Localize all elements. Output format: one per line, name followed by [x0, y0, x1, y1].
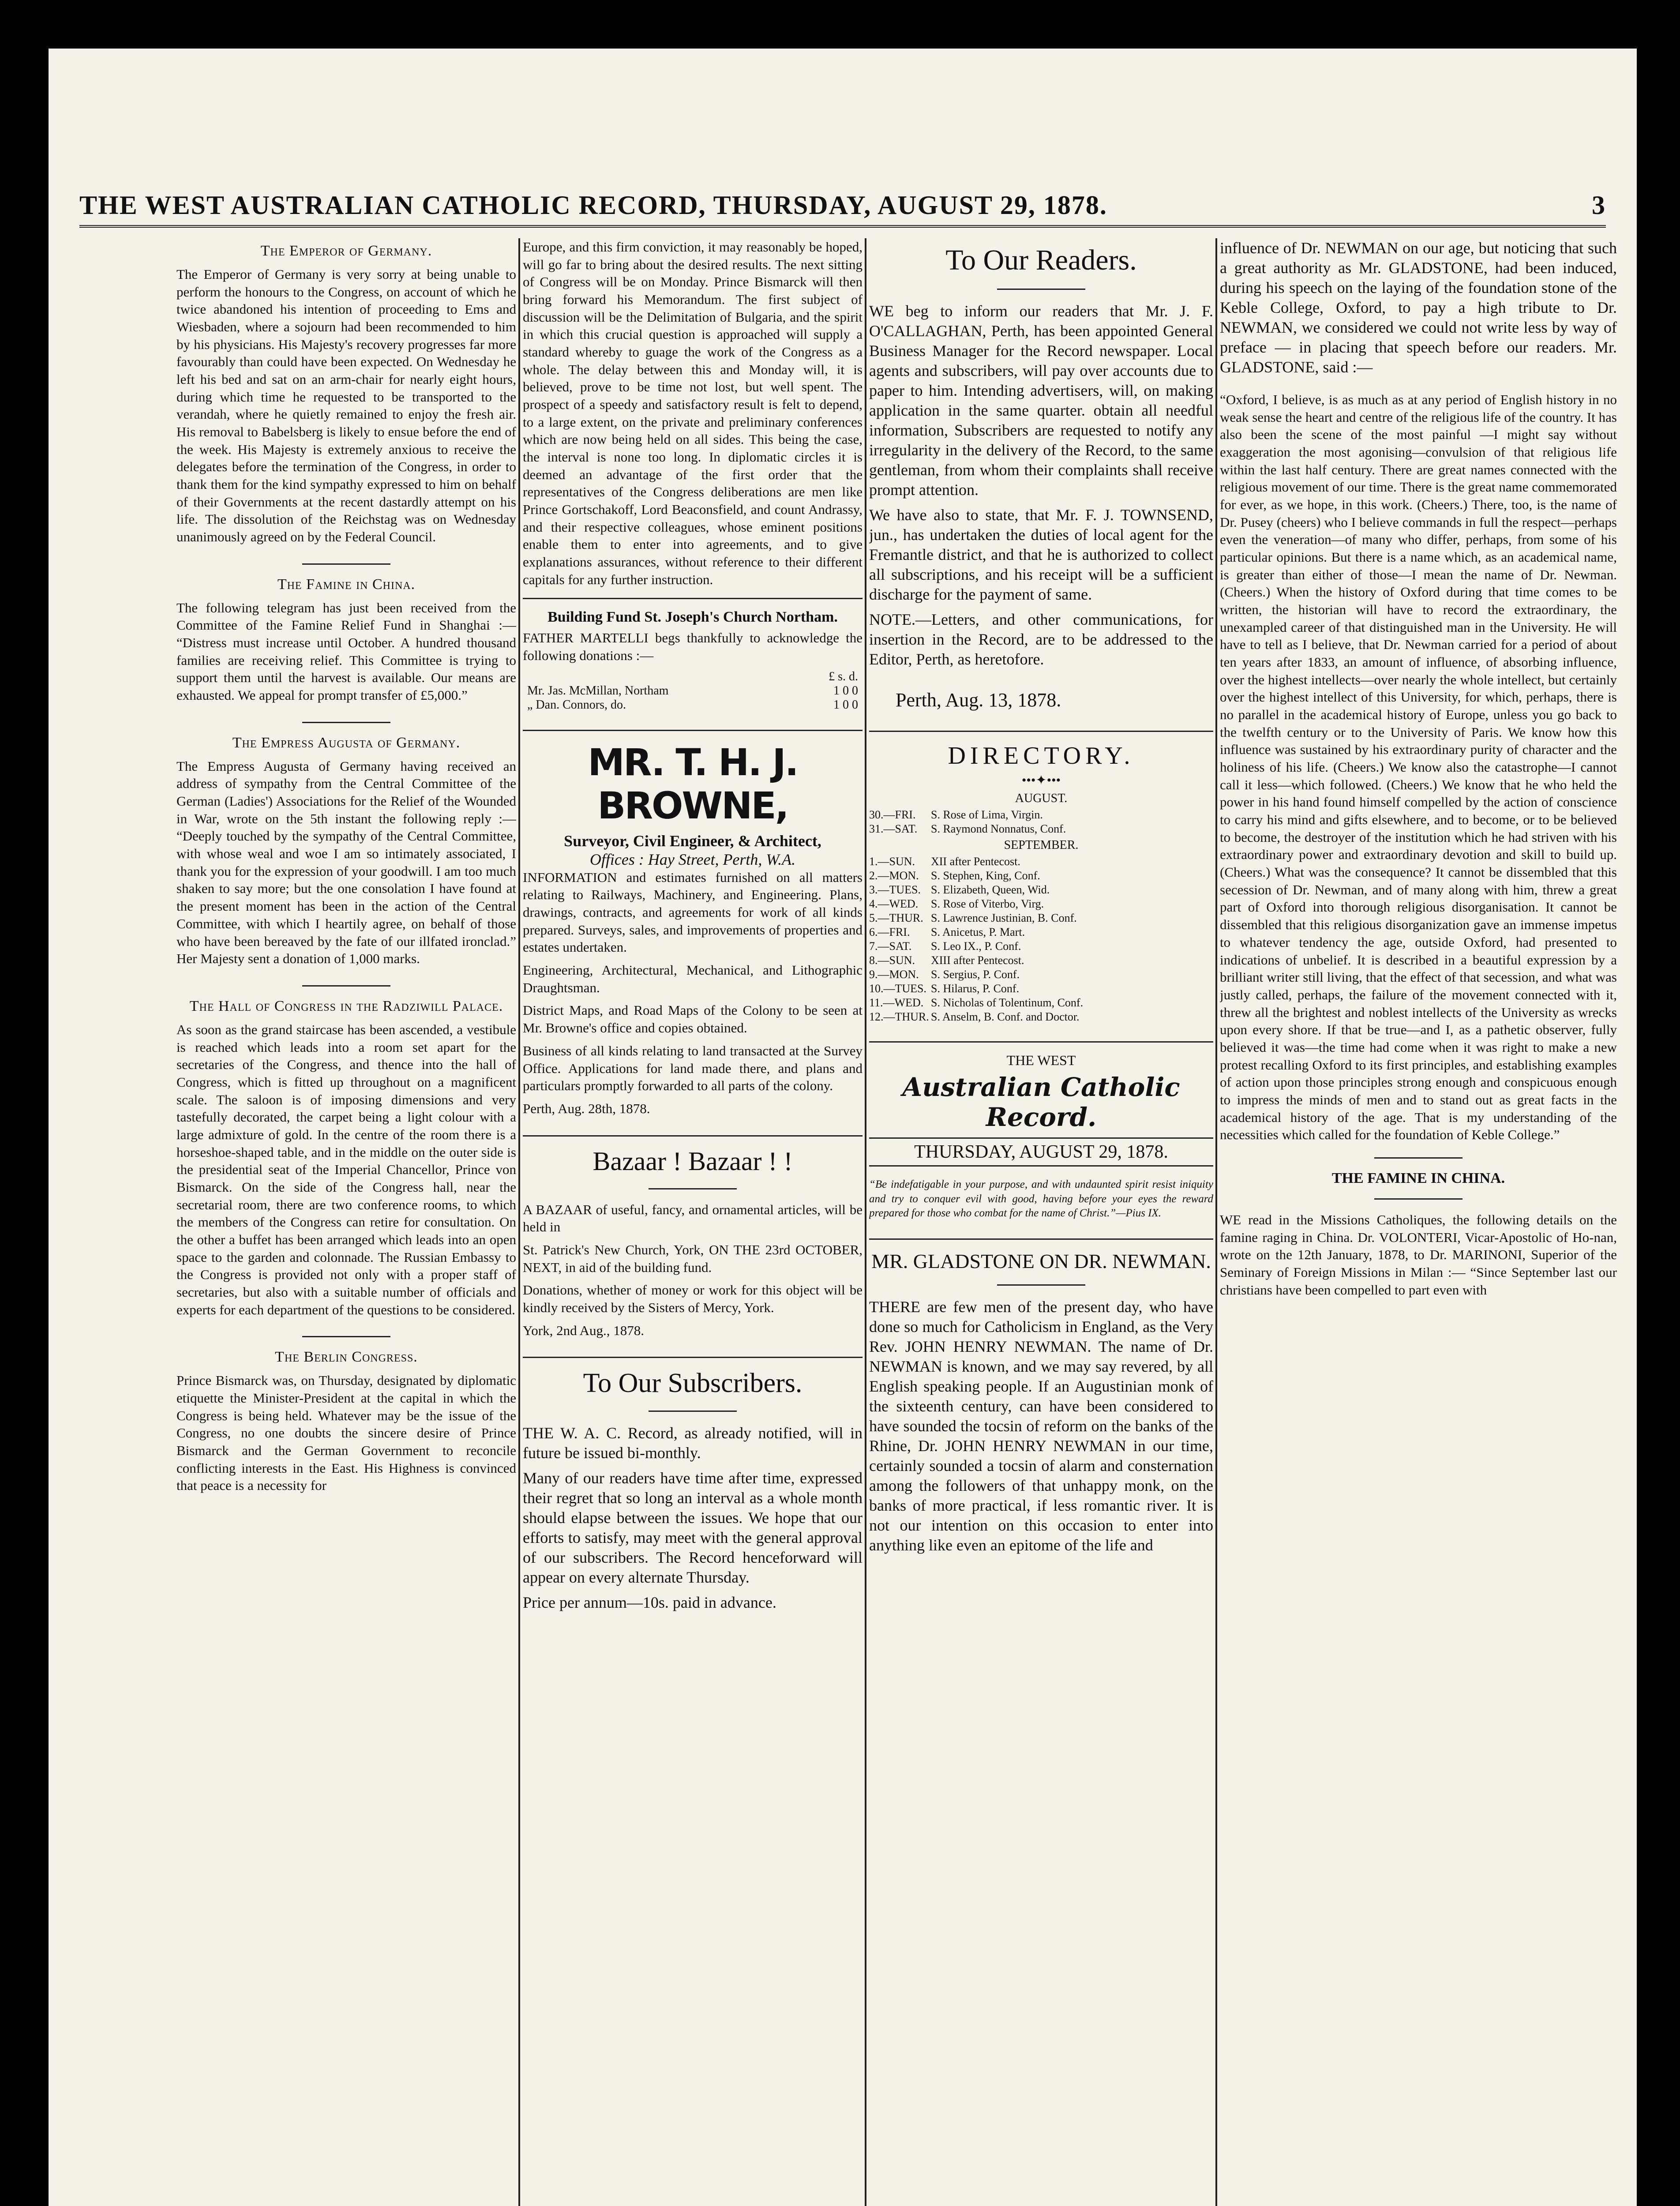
directory: [869, 742, 1213, 1024]
article-body: The following telegram has just been received from the Committee of the Famine Relief Fund in Shanghai :— “Distress must increase until October. A hundred thousand families are receiving relief. This Committee is trying to support them until the harvest is available. Our means are exhausted. We appeal for prompt transfer of £5,000.”: [176, 600, 516, 703]
directory-row: 7.—SAT. S. Leo IX., P. Conf.: [869, 940, 1021, 953]
ad-body: Donations, whether of money or work for this object will be kindly received by the Sisters of Mercy, York.: [523, 1282, 862, 1315]
article-title: The Hall of Congress in the Radziwill Palace.: [189, 998, 503, 1014]
ad-body: A BAZAAR of useful, fancy, and ornamental articles, will be held in: [523, 1201, 862, 1235]
article-title: The Famine in China.: [277, 576, 416, 593]
article-augusta: [176, 735, 516, 968]
ad-body: St. Patrick's New Church, York, ON THE 23rd OCTOBER, NEXT, in aid of the building fund.: [523, 1242, 862, 1275]
ad-building-fund: [523, 609, 862, 712]
separator: [869, 1041, 1213, 1043]
directory-row: 9.—MON. S. Sergius, P. Conf.: [869, 968, 1020, 981]
article-body: THERE are few men of the present day, who have done so much for Catholicism in England, as the Very Rev. JOHN HENRY NEWMAN. The name of Dr. NEWMAN is known, and we may say revered, by all English speaking people. If an Augustinian monk of the sixteenth century, can have been considered to have sounded the tocsin of reform on the banks of the Rhine, Dr. JOHN HENRY NEWMAN in our time, certainly sounded a tocsin of alarm and consternation among the followers of that unhappy monk, on the banks of more practical, if less romantic river. It is not our intention on this occasion to enter into anything like even an epitome of the life and: [869, 1298, 1213, 1554]
article-title: The Berlin Congress.: [275, 1349, 418, 1366]
ad-title: MR. T. H. J. BROWNE,: [588, 740, 798, 827]
directory-row: 11.—WED. S. Nicholas of Tolentinum, Conf.: [869, 996, 1084, 1009]
separator: [302, 722, 390, 723]
article-famine-china: [1220, 1170, 1617, 1298]
article-berlin: [176, 1349, 516, 1494]
nameplate-date: THURSDAY, AUGUST 29, 1878.: [869, 1137, 1213, 1167]
separator: [649, 1188, 737, 1189]
directory-row: 2.—MON. S. Stephen, King, Conf.: [869, 869, 1040, 882]
separator: [997, 289, 1085, 290]
directory-row: 8.—SUN. XIII after Pentecost.: [869, 954, 1024, 967]
month-label: AUGUST.: [1015, 792, 1068, 805]
article-emperor: [176, 243, 516, 546]
article-title: The Emperor of Germany.: [260, 243, 432, 259]
column-1: [176, 238, 516, 1512]
article-body: Prince Bismarck was, on Thursday, designated by diplomatic etiquette the Minister-President at the capital in which the Congress is being held. Whatever may be the issue of the Congress, no one doubts the sincere desire of Prince Bismarck and the German Government to reconcile conflicting interests in the East. His Highness is convinced that peace is a necessity for: [176, 1373, 516, 1493]
ad-date: Perth, Aug. 28th, 1878.: [523, 1100, 650, 1116]
nameplate-small: THE WEST: [1006, 1052, 1076, 1068]
column-rule: [865, 238, 866, 2206]
directory-row: 10.—TUES. S. Hilarus, P. Conf.: [869, 982, 1020, 995]
column-3: [869, 238, 1213, 1573]
article-hall: [176, 998, 516, 1318]
article-famine: [176, 576, 516, 704]
newspaper-page: [49, 49, 1637, 2206]
paper-nameplate: [869, 1052, 1213, 1221]
notice-body: NOTE.—Letters, and other communications, for insertion in the Record, are to be addressed to the Editor, Perth, as heretofore.: [869, 611, 1213, 668]
donation-row: „ Dan. Connors, do. 1 0 0: [527, 698, 858, 712]
separator: [302, 1336, 390, 1337]
nameplate-title: Australian Catholic Record.: [902, 1072, 1180, 1132]
column-2: [523, 238, 862, 1630]
donation-row: Mr. Jas. McMillan, Northam 1 0 0: [527, 683, 858, 698]
notice-subscribers: [523, 1368, 862, 1613]
directory-row: 4.—WED. S. Rose of Viterbo, Virg.: [869, 897, 1044, 910]
separator: [997, 1284, 1085, 1286]
separator: [869, 1238, 1213, 1240]
article-continuation: influence of Dr. NEWMAN on our age, but noticing that such a great authority as Mr. GLADSTONE, had been induced, during his speech on the laying of the foundation stone of the Keble College, Oxford, to pay a high tribute to Dr. NEWMAN, we considered we could not write less by way of preface — in placing that speech before our readers. Mr. GLADSTONE, said :—: [1220, 239, 1617, 376]
page-number: 3: [1592, 191, 1606, 220]
column-rule: [518, 238, 520, 2206]
directory-row: 3.—TUES. S. Elizabeth, Queen, Wid.: [869, 883, 1050, 896]
article-body: The Empress Augusta of Germany having received an address of sympathy from the Central Committee of the German (Ladies') Associations for the Relief of the Wounded in War, wrote on the 5th instant the following reply :— “Deeply touched by the sympathy of the Central Committee, with whose weal and woe I am so intimately associated, I thank you for the expression of your goodwill. I am too much shaken to say more; but the one consolation I have found at the present moment has been in the action of the Central Committee, with which I heartily agree, on behalf of those who have been bereaved by the fate of our illfated ironclad.” Her Majesty sent a donation of 1,000 marks.: [176, 758, 516, 967]
separator: [869, 731, 1213, 732]
directory-row: 1.—SUN. XII after Pentecost.: [869, 855, 1020, 868]
notice-body: WE beg to inform our readers that Mr. J. F. O'CALLAGHAN, Perth, has been appointed General Business Manager for the Record newspaper. Local agents and subscribers, will pay over accounts due to paper to him. Intending advertisers, will, on making application in the same quarter. obtain all needful information, Subscribers are requested to notify any irregularity in the delivery of the Record, to the same gentleman, from whom their complaints shall receive prompt attention.: [869, 302, 1213, 499]
separator: [1374, 1198, 1462, 1200]
directory-row: 12.—THUR. S. Anselm, B. Conf. and Doctor.: [869, 1010, 1080, 1023]
ad-title: Bazaar ! Bazaar ! !: [592, 1146, 793, 1176]
separator: [649, 1411, 737, 1412]
notice-title: To Our Subscribers.: [583, 1368, 802, 1399]
separator: [302, 563, 390, 565]
directory-row: 30.—FRI. S. Rose of Lima, Virgin.: [869, 808, 1043, 821]
article-body: WE read in the Missions Catholiques, the following details on the famine raging in China. Dr. VOLONTERI, Vicar-Apostolic of Ho-nan, wrote on the 12th January, 1878, to Dr. MARINONI, Superior of the Seminary of Foreign Missions in Milan :— “Since September last our christians have been compelled to part even with: [1220, 1212, 1617, 1298]
article-gladstone: [869, 1249, 1213, 1555]
directory-row: 31.—SAT. S. Raymond Nonnatus, Conf.: [869, 822, 1066, 835]
notice-body: Many of our readers have time after time, expressed their regret that so long an interval as a whole month should elapse between the issues. We hope that our efforts to satisfy, may meet with the general approval of our subscribers. The Record henceforward will appear on every alternate Thursday.: [523, 1469, 862, 1587]
article-title: The Empress Augusta of Germany.: [232, 734, 461, 751]
separator: [523, 1357, 862, 1358]
ad-body: District Maps, and Road Maps of the Colony to be seen at Mr. Browne's office and copies obtained.: [523, 1002, 862, 1036]
directory-title: DIRECTORY.: [948, 742, 1135, 769]
separator: [523, 1135, 862, 1137]
ad-subtitle: Surveyor, Civil Engineer, & Architect,: [564, 832, 821, 850]
masthead: [79, 181, 1606, 228]
ad-title: Building Fund St. Joseph's Church Northam.: [548, 609, 838, 626]
notice-title: To Our Readers.: [945, 244, 1137, 276]
ad-browne: [523, 741, 862, 1118]
ornament-icon: •••✦•••: [1021, 773, 1061, 788]
month-label: SEPTEMBER.: [1004, 838, 1079, 852]
directory-row: 5.—THUR. S. Lawrence Justinian, B. Conf.: [869, 912, 1077, 924]
notice-date: Perth, Aug. 13, 1878.: [896, 689, 1061, 711]
article-title: MR. GLADSTONE ON DR. NEWMAN.: [871, 1249, 1211, 1272]
motto: “Be indefatigable in your purpose, and with undaunted spirit resist iniquity and try to conquer evil with good, having before your eyes the reward prepared for those who combat for the name of Christ.”—Pius IX.: [869, 1178, 1213, 1219]
article-body: The Emperor of Germany is very sorry at being unable to perform the honours to the Congress, on account of which he twice abandoned his intention of proceeding to Ems and Wiesbaden, where a sojourn had been recommended to him by his physicians. His Majesty's recovery progresses far more favourably than could have been expected. On Wednesday he left his bed and sat on an arm-chair for nearly eight hours, during which time he requested to be transported to the verandah, where he quietly remained to enjoy the fresh air. His removal to Babelsberg is likely to ensue before the end of the week. His Majesty is extremely anxious to receive the delegates before the termination of the Congress, in order to thank them for the kind sympathy expressed to him on behalf of their Governments at the recent dastardly attempt on his life. The dissolution of the Reichstag was on Wednesday unanimously agreed on by the Federal Council.: [176, 266, 516, 545]
notice-body: Price per annum—10s. paid in advance.: [523, 1594, 776, 1612]
column-rule: [1215, 238, 1217, 2206]
ad-bazaar: [523, 1146, 862, 1339]
ad-body: INFORMATION and estimates furnished on all matters relating to Railways, Machinery, and Engineering. Plans, drawings, contracts, and agreements for work of all kinds prepared. Surveys, sales, and improvements of properties and estates undertaken.: [523, 869, 862, 955]
separator: [523, 598, 862, 599]
notice-body: THE W. A. C. Record, as already notified, will in future be issued bi-monthly.: [523, 1424, 862, 1462]
article-title: THE FAMINE IN CHINA.: [1331, 1170, 1505, 1186]
separator: [523, 730, 862, 731]
ad-offices: Offices : Hay Street, Perth, W.A.: [589, 850, 796, 868]
ad-body: Engineering, Architectural, Mechanical, and Lithographic Draughtsman.: [523, 962, 862, 995]
separator: [302, 985, 390, 987]
currency-header: £ s. d.: [829, 669, 858, 683]
article-body: As soon as the grand staircase has been ascended, a vestibule is reached which leads into a room set apart for the secretaries of the Congress, and thence into the hall of Congress, which is fitted up throughout on a magnificent scale. The saloon is of imposing dimensions and very tastefully decorated, the carpet being a light colour with a large admixture of gold. In the centre of the room there is a horseshoe-shaped table, and in the middle on the outer side is the presidential seat of the Imperial Chancellor, Prince von Bismarck. On the side of the Congress hall, near the secretarial room, there are two conference rooms, to which the members of the Congress can retire for consultation. On the other a buffet has been arranged which leads into an open space to the garden and colonnade. The Russian Embassy to the Congress is provided not only with a proper staff of secretaries, but also with a suitable number of officials and experts for each department of the questions to be considered.: [176, 1021, 516, 1317]
article-continuation: Europe, and this firm conviction, it may reasonably be hoped, will go far to bring about the desired results. The next sitting of Congress will be on Monday. Prince Bismarck will then bring forward his Memorandum. The first subject of discussion will be the Delimitation of Bulgaria, and the spirit in which this crucial question is approached will supply a standard whereby to guage the work of the Congress as a whole. The delay between this and Monday will, it is believed, prove to be time not lost, but well spent. The prospect of a speedy and satisfactory result is felt to depend, to a large extent, on the private and preliminary conferences which are now being held on all sides. This being the case, the interval is none too long. In diplomatic circles it is deemed an advantage of the first order that the representatives of the Congress deliberations are men like Prince Gortschakoff, Lord Beaconsfield, and count Andrassy, and their respective colleagues, whose eminent positions enable them to enter into agreements, and to give explanations assurances, without reference to their different capitals for any further instruction.: [523, 239, 862, 587]
masthead-title: THE WEST AUSTRALIAN CATHOLIC RECORD, THURSDAY, AUGUST 29, 1878.: [79, 191, 1107, 220]
ad-body: Business of all kinds relating to land transacted at the Survey Office. Applications for land made there, and plans and particulars promptly forwarded to all parts of the colony.: [523, 1043, 862, 1094]
separator: [1374, 1157, 1462, 1159]
directory-row: 6.—FRI. S. Anicetus, P. Mart.: [869, 926, 1025, 938]
ad-date: York, 2nd Aug., 1878.: [523, 1322, 645, 1338]
gladstone-quote: “Oxford, I believe, is as much as at any period of English history in no weak sense the heart and centre of the religious life of the country. It has also been the scene of the most painful —I might say without exaggeration the most agonising—convulsion of that religious life within the last half century. There are great names connected with the religious movement of our time. There is the great name commemorated for ever, as we hope, in this work. (Cheers.) There, too, is the name of Dr. Pusey (cheers) who I believe commands in full the respect—perhaps even the veneration—of many who differ, perhaps, from some of his particular opinions. But there is a name which, as an academical name, is greater than either of those—I mean the name of Dr. Newman. (Cheers.) When the history of Oxford during that time comes to be written, the historian will have to record the extraordinary, the unexampled career of that distinguished man in the University. He will have to tell as I believe, that Dr. Newman carried for a period of about ten years after 1833, an amount of influence, of absorbing influence, over the highest intellects—over nearly the whole intellect, but certainly over the highest intellect of this University, for which, perhaps, there is no parallel in the academical history of Europe, unless you go back to the twelfth century or to the University of Paris. We know how this influence was sustained by his extraordinary purity of character and the holiness of his life. (Cheers.) We know also the catastrophe—I cannot call it less—which followed. (Cheers.) We know that he who held the power in his hand found himself compelled by the action of conscience to carry his mind and gifts elsewhere, and to become, or to be believed to become, the destroyer of the institution which he had striven with his extraordinary power and extraordinary devotion and skill to build up. (Cheers.) What was the consequence? It cannot be dissembled that this secession of Dr. Newman, and of many along with him, threw a great part of Oxford into thorough religious disorganisation. It cannot be dissembled that this religious disorganization gave an immense impetus to whatever tendency the age, outside Oxford, had presented to indications of unbelief. It is described in a beautiful expression by a brilliant writer still living, that the effect of that secession, and what was justly called, perhaps, the failure of the movement connected with it, threw all the brightest and noblest intellects of the University as wrecks upon every shore. If that be true—and I, as a pathetic observer, fully believed it was—the time had come when it was right to make a new protest recalling Oxford to its first principles, and establishing examples of action upon those principles strong enough and conspicuous enough to impress the minds of men and to stand out as great facts in the academical history of the age. That is my understanding of the necessities which called for the foundation of Keble College.”: [1220, 392, 1617, 1143]
column-4: [1220, 238, 1617, 1316]
ad-body: FATHER MARTELLI begs thankfully to acknowledge the following donations :—: [523, 630, 862, 664]
notice-readers: [869, 244, 1213, 711]
notice-body: We have also to state, that Mr. F. J. TOWNSEND, jun., has undertaken the duties of local agent for the Fremantle district, and that he is authorized to collect all subscriptions, and his receipt will be a sufficient discharge for the payment of same.: [869, 506, 1213, 603]
